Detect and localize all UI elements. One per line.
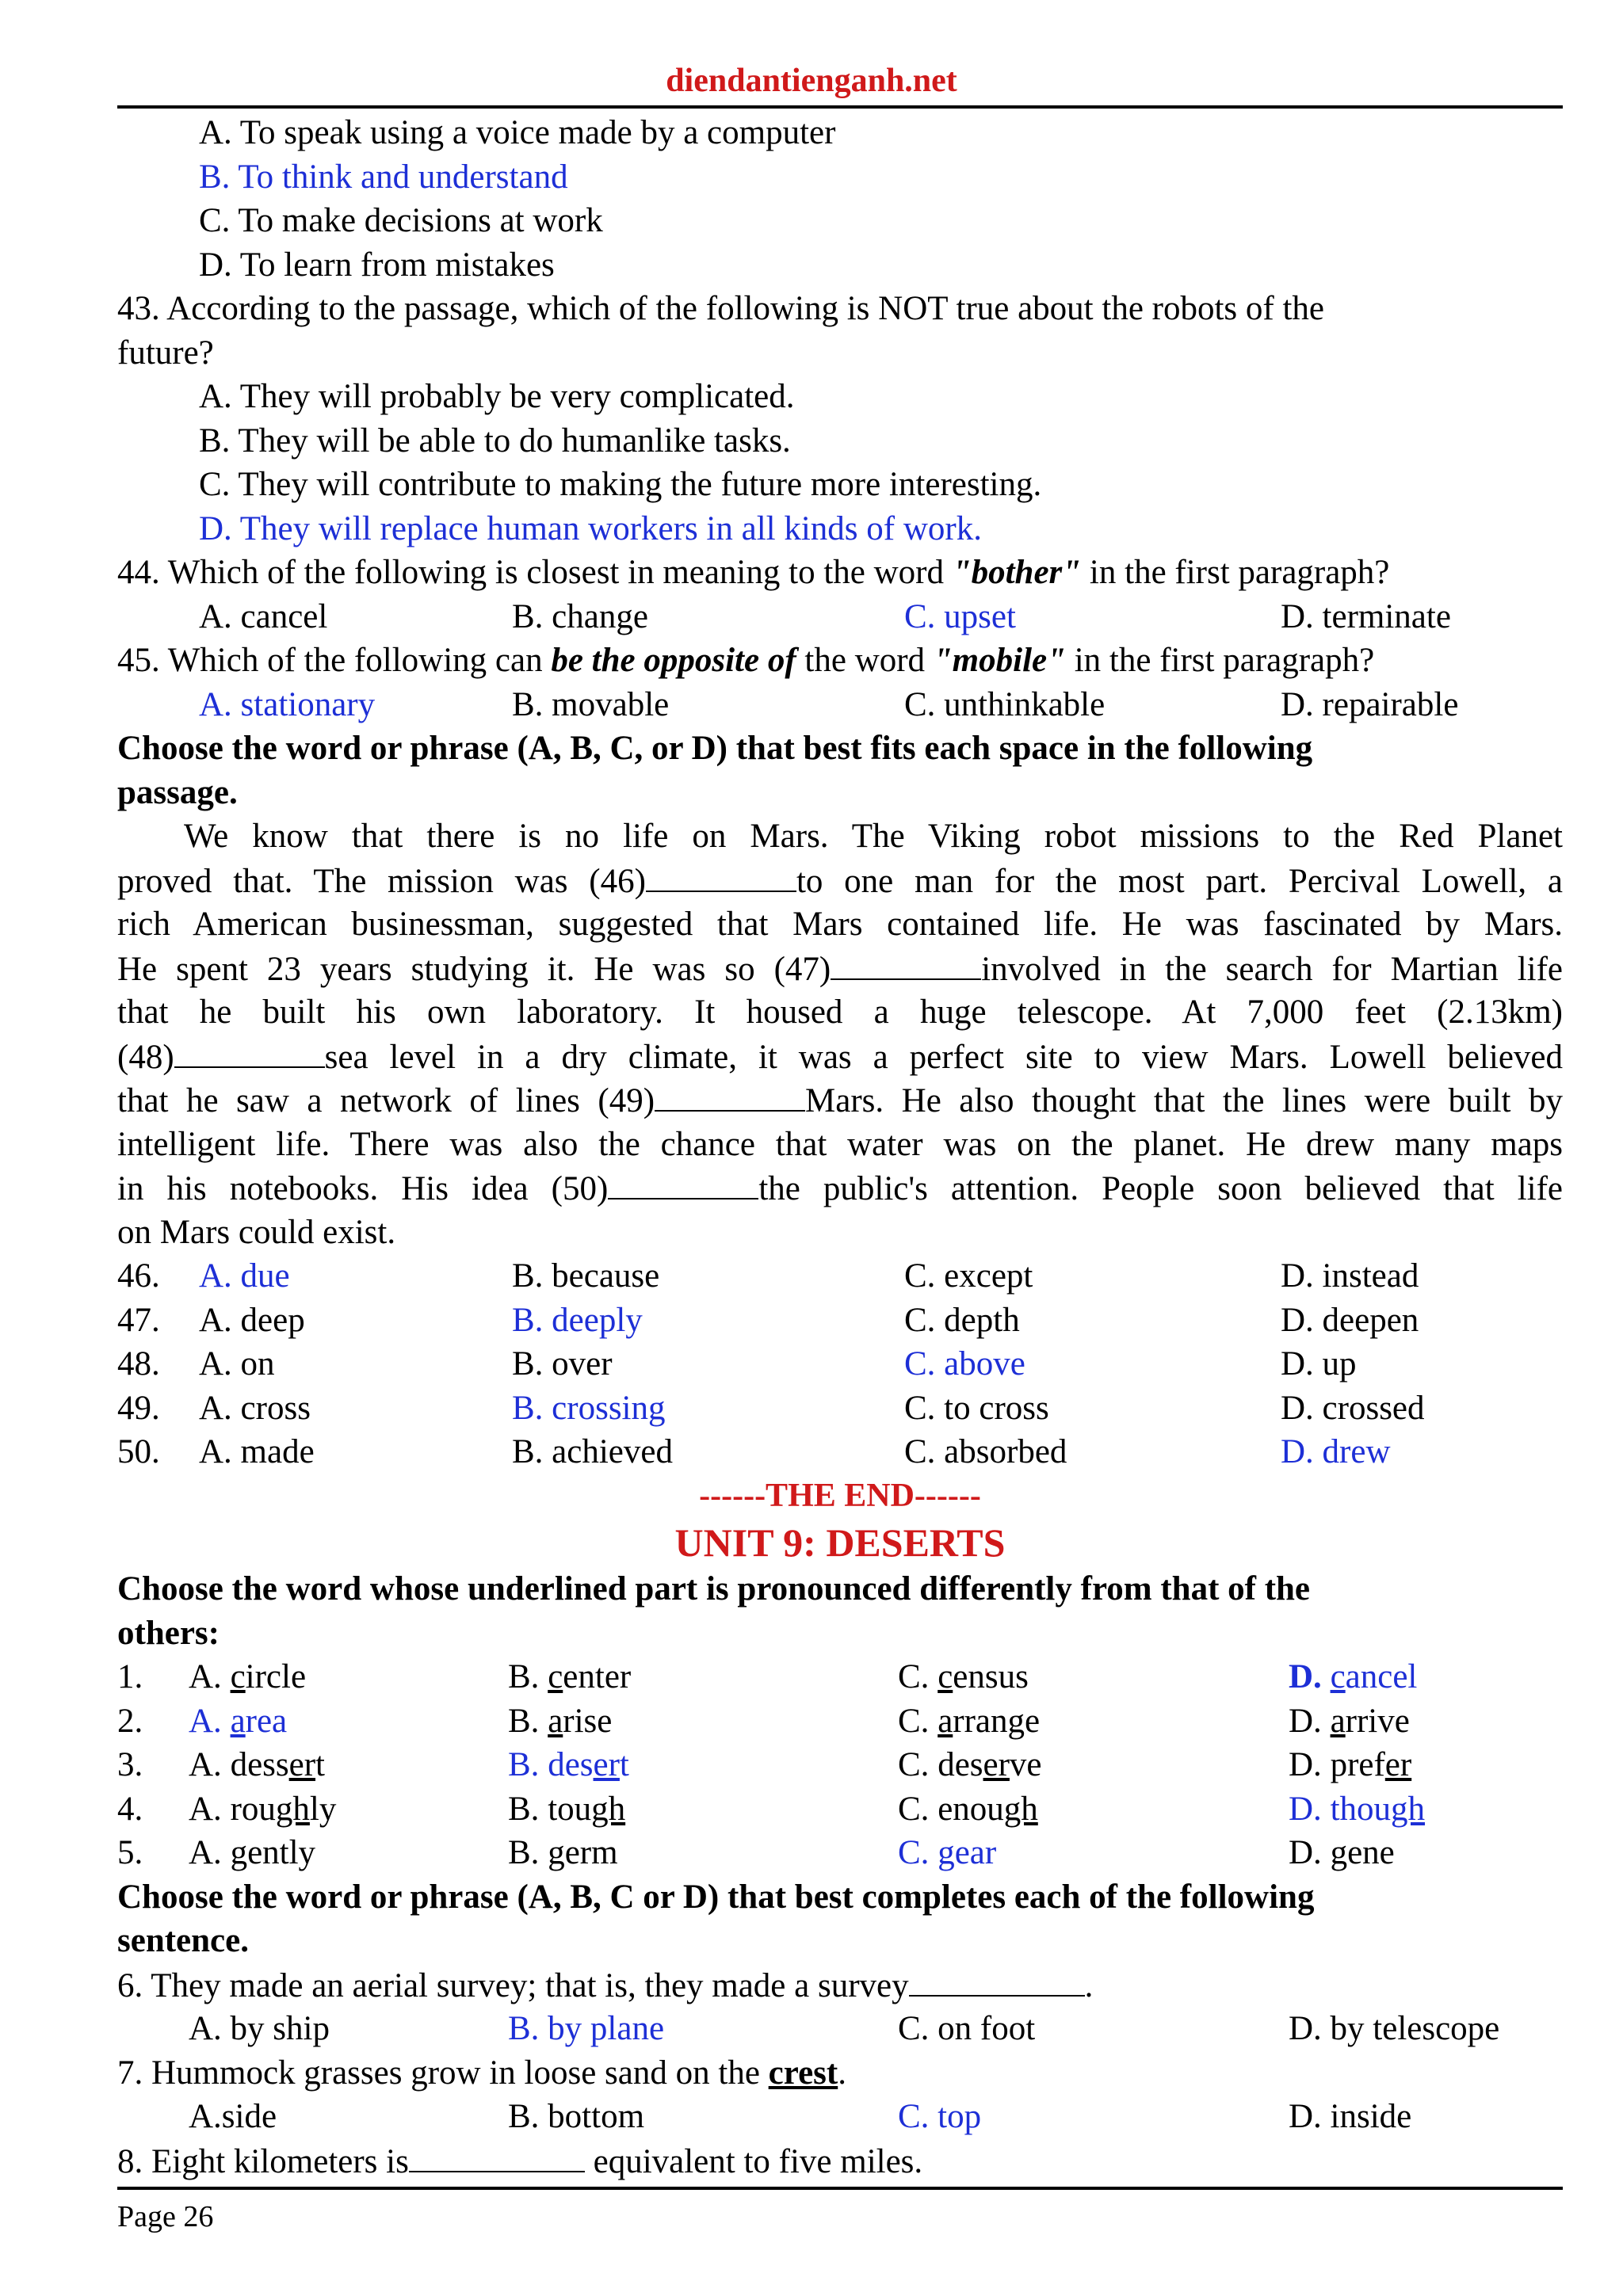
cloze-answer-row (117, 1342, 1563, 1386)
passage-text: sea level in a dry climate, it was a perfect site to view Mars. Lowell believed (324, 1038, 1563, 1076)
word-part: ensus (953, 1658, 1029, 1695)
q45-option-c: C. unthinkable (904, 685, 1106, 723)
option-b: B. deeply (512, 1301, 643, 1339)
word-part: rrange (953, 1702, 1041, 1740)
cloze-instruction-line2: passage. (117, 773, 238, 811)
underlined-part: er (593, 1746, 620, 1783)
passage-text: He spent 23 years studying it. He was so (47) (117, 950, 831, 988)
q8-text-end: equivalent to five miles. (584, 2142, 923, 2180)
word-part: rea (245, 1702, 288, 1740)
word-part: ircle (245, 1658, 307, 1695)
option-d (1289, 1699, 1410, 1744)
q6-option-a: A. by ship (189, 2010, 330, 2047)
site-header: diendantienganh.net (666, 63, 957, 99)
passage-text: proved that. The mission was (46) (117, 862, 646, 900)
q7-options (117, 2095, 1563, 2139)
option-b: B. over (512, 1345, 613, 1383)
underlined-part: er (983, 1746, 1010, 1783)
q7-option-a: A.side (189, 2098, 277, 2135)
option-label: B. (508, 1658, 548, 1695)
underlined-part: a (548, 1702, 563, 1740)
option-label: A. (189, 1834, 231, 1871)
q44-option-b: B. change (512, 597, 648, 635)
option-d: D. instead (1281, 1257, 1419, 1295)
underlined-part: c (1330, 1658, 1346, 1695)
blank-47 (831, 947, 981, 980)
word-part: tou (548, 1790, 592, 1828)
option-a (189, 1831, 315, 1875)
q43-option-c: C. They will contribute to making the future more interesting. (199, 466, 1042, 503)
q43-option-a: A. They will probably be very complicated. (199, 378, 795, 415)
option-label: C. (898, 1746, 938, 1783)
q8-text: 8. Eight kilometers is (117, 2142, 409, 2180)
option-label: B. (508, 1790, 548, 1828)
pronunciation-row (117, 1831, 1563, 1875)
question-number: 5. (117, 1834, 143, 1871)
q7-option-c: C. top (898, 2098, 982, 2135)
underlined-part: g (938, 1834, 955, 1871)
word-part: thou (1330, 1790, 1392, 1828)
option-label: B. (508, 1834, 548, 1871)
underlined-part: c (938, 1658, 953, 1695)
underlined-part: g (548, 1834, 565, 1871)
q43-option-b: B. They will be able to do humanlike tasks. (199, 421, 791, 460)
q42-option-b: B. To think and understand (199, 158, 568, 196)
q6-text: 6. They made an aerial survey; that is, they made a survey (117, 1966, 909, 2004)
q7-text-end: . (838, 2054, 846, 2092)
option-a: A. deep (199, 1301, 305, 1339)
the-end-marker: ------THE END------ (699, 1477, 981, 1514)
underlined-part: c (548, 1658, 563, 1695)
passage-line (117, 859, 1563, 903)
q45-text-end: in the first paragraph? (1065, 642, 1375, 679)
option-b (508, 1831, 618, 1875)
option-c (898, 1699, 1040, 1744)
q42-option-a: A. To speak using a voice made by a computer (199, 114, 836, 151)
underlined-part: c (230, 1658, 246, 1695)
option-d: D. drew (1281, 1433, 1391, 1470)
sent-instruction-line1: Choose the word or phrase (A, B, C or D) that best completes each of the following (117, 1878, 1315, 1916)
q45-text: 45. Which of the following can (117, 642, 552, 679)
word-part: ene (1347, 1834, 1395, 1871)
option-a (189, 1699, 287, 1744)
question-number: 50. (117, 1433, 160, 1470)
pron-instruction-line2: others: (117, 1614, 220, 1652)
passage-text: in his notebooks. His idea (50) (117, 1170, 609, 1207)
q7-option-d: D. inside (1289, 2098, 1412, 2135)
option-b: B. because (512, 1257, 660, 1295)
passage-line (117, 1035, 1563, 1079)
option-label: D. (1289, 1790, 1331, 1828)
q45-question (117, 639, 1563, 683)
passage-text: to one man for the most part. Percival Lowell, a (796, 862, 1563, 900)
q44-option-a: A. cancel (199, 597, 328, 635)
option-label: A. (189, 1746, 231, 1783)
page-content (117, 111, 1563, 2183)
question-number: 4. (117, 1790, 143, 1828)
option-label: C. (898, 1790, 938, 1828)
question-number: 3. (117, 1746, 143, 1783)
option-label: C. (898, 1834, 938, 1871)
underlined-part: a (1330, 1702, 1346, 1740)
blank-46 (646, 859, 796, 892)
underlined-part: g (230, 1834, 248, 1871)
passage-line: rich American businessman, suggested that Mars contained life. He was fascinated by Mars. (117, 906, 1563, 943)
option-c (898, 1743, 1042, 1787)
option-label: A. (189, 1790, 231, 1828)
question-number: 49. (117, 1389, 160, 1427)
option-label: D. (1289, 1746, 1331, 1783)
q6-options (117, 2007, 1563, 2051)
q45-option-d: D. repairable (1281, 685, 1459, 723)
q44-word: "bother" (952, 554, 1082, 591)
underlined-part: a (938, 1702, 953, 1740)
q44-option-d: D. terminate (1281, 597, 1451, 635)
option-a (189, 1743, 325, 1787)
option-d: D. up (1281, 1345, 1357, 1383)
underlined-part: gh (1391, 1790, 1426, 1828)
option-d (1289, 1655, 1417, 1699)
option-label: C. (898, 1702, 938, 1740)
word-part: erm (564, 1834, 618, 1871)
q6-option-c: C. on foot (898, 2010, 1036, 2047)
option-a: A. made (199, 1433, 315, 1470)
word-part: des (548, 1746, 594, 1783)
q42-option-d: D. To learn from mistakes (199, 246, 555, 284)
word-part: rise (563, 1702, 613, 1740)
q6-blank (909, 1963, 1085, 1997)
option-a (189, 1787, 336, 1832)
passage-line: that he built his own laboratory. It housed a huge telescope. At 7,000 feet (2.13km) (117, 994, 1563, 1031)
option-b: B. crossing (512, 1389, 666, 1427)
option-c: C. absorbed (904, 1433, 1067, 1470)
option-a (189, 1655, 306, 1699)
option-c: C. to cross (904, 1389, 1049, 1427)
word-part: enter (563, 1658, 632, 1695)
q45-option-b: B. movable (512, 685, 670, 723)
word-part: ancel (1345, 1658, 1418, 1695)
header-rule (117, 105, 1563, 109)
passage-line (117, 1078, 1563, 1123)
q7-option-b: B. bottom (508, 2098, 645, 2135)
option-a: A. cross (199, 1389, 311, 1427)
underlined-part: g (1330, 1834, 1348, 1871)
word-part: des (938, 1746, 983, 1783)
option-c (898, 1831, 996, 1875)
blank-48 (174, 1035, 325, 1068)
cloze-answer-row (117, 1254, 1563, 1299)
option-b (508, 1655, 631, 1699)
pronunciation-list (117, 1655, 1563, 1875)
underlined-part: gh (275, 1790, 310, 1828)
option-label: D. (1289, 1702, 1331, 1740)
option-d (1289, 1787, 1425, 1832)
q43-question-line1: 43. According to the passage, which of the following is NOT true about the robots of the (117, 290, 1325, 327)
word-part: ently (247, 1834, 316, 1871)
cloze-answer-list (117, 1254, 1563, 1474)
sent-instruction-line2: sentence. (117, 1922, 249, 1959)
option-c: C. above (904, 1345, 1025, 1383)
word-part: enou (938, 1790, 1004, 1828)
q6-option-d: D. by telescope (1289, 2010, 1500, 2047)
option-label: A. (189, 1658, 231, 1695)
q44-options (117, 595, 1563, 639)
cloze-instruction-line1: Choose the word or phrase (A, B, C, or D) that best fits each space in the following (117, 730, 1313, 767)
option-d: D. crossed (1281, 1389, 1425, 1427)
passage-line (117, 1166, 1563, 1211)
pronunciation-row (117, 1743, 1563, 1787)
option-d: D. deepen (1281, 1301, 1419, 1339)
q45-option-a: A. stationary (199, 685, 376, 723)
option-c: C. depth (904, 1301, 1020, 1339)
passage-line: We know that there is no life on Mars. The Viking robot missions to the Red Planet (184, 818, 1563, 855)
question-number: 46. (117, 1257, 160, 1295)
option-a: A. on (199, 1345, 275, 1383)
passage-line: on Mars could exist. (117, 1213, 396, 1251)
passage-text: that he saw a network of lines (49) (117, 1082, 655, 1119)
question-number: 2. (117, 1702, 143, 1740)
option-label: C. (898, 1658, 938, 1695)
option-c (898, 1655, 1029, 1699)
option-label: D. (1289, 1834, 1331, 1871)
word-part: ve (1009, 1746, 1042, 1783)
option-c: C. except (904, 1257, 1033, 1295)
pron-instruction-line1: Choose the word whose underlined part is pronounced differently from that of the (117, 1570, 1311, 1608)
word-part: ly (309, 1790, 337, 1828)
q45-options (117, 683, 1563, 727)
footer-rule (117, 2187, 1563, 2190)
q44-text: 44. Which of the following is closest in meaning to the word (117, 554, 953, 591)
word-part: rou (230, 1790, 276, 1828)
question-number: 48. (117, 1345, 160, 1383)
option-b (508, 1743, 629, 1787)
option-b (508, 1699, 612, 1744)
word-part: t (619, 1746, 629, 1783)
word-part: rrive (1345, 1702, 1410, 1740)
option-a: A. due (199, 1257, 290, 1295)
word-part: dess (230, 1746, 289, 1783)
passage-text: (48) (117, 1038, 174, 1076)
q6-option-b: B. by plane (508, 2010, 665, 2047)
underlined-part: er (288, 1746, 316, 1783)
q44-text-end: in the first paragraph? (1081, 554, 1390, 591)
option-d (1289, 1743, 1411, 1787)
option-d (1289, 1831, 1395, 1875)
option-label: A. (189, 1702, 231, 1740)
option-label: D. (1289, 1658, 1331, 1695)
underlined-part: gh (1003, 1790, 1038, 1828)
question-number: 1. (117, 1658, 143, 1695)
option-b: B. achieved (512, 1433, 673, 1470)
q7-word: crest (768, 2054, 838, 2092)
unit-title: UNIT 9: DESERTS (674, 1520, 1006, 1565)
cloze-answer-row (117, 1299, 1563, 1343)
cloze-answer-row (117, 1386, 1563, 1431)
q45-text-mid: the word (796, 642, 934, 679)
passage-text: Mars. He also thought that the lines were built by (805, 1082, 1563, 1119)
word-part: pref (1330, 1746, 1385, 1783)
passage-text: involved in the search for Martian life (981, 950, 1563, 988)
q43-option-d: D. They will replace human workers in all kinds of work. (199, 509, 982, 547)
passage-line (117, 947, 1563, 991)
passage-text: the public's attention. People soon believed that life (758, 1170, 1563, 1207)
q8-question (117, 2139, 1563, 2183)
option-label: B. (508, 1746, 548, 1783)
pronunciation-row (117, 1655, 1563, 1699)
underlined-part: er (1384, 1746, 1412, 1783)
underlined-part: gh (591, 1790, 626, 1828)
pronunciation-row (117, 1787, 1563, 1832)
q44-option-c: C. upset (904, 597, 1016, 635)
q43-question-line2: future? (117, 334, 214, 372)
q7-text: 7. Hummock grasses grow in loose sand on the (117, 2054, 769, 2092)
word-part: t (315, 1746, 325, 1783)
passage-line: intelligent life. There was also the chance that water was on the planet. He drew many maps (117, 1125, 1563, 1163)
option-label: B. (508, 1702, 548, 1740)
underlined-part: a (230, 1702, 246, 1740)
blank-49 (655, 1078, 805, 1112)
page-number: Page 26 (117, 2200, 214, 2233)
cloze-answer-row (117, 1430, 1563, 1474)
q8-blank (409, 2139, 585, 2172)
q6-text-end: . (1084, 1966, 1094, 2004)
option-c (898, 1787, 1038, 1832)
q45-emphasis: be the opposite of (551, 642, 796, 679)
option-b (508, 1787, 625, 1832)
q42-option-c: C. To make decisions at work (199, 202, 603, 239)
q6-question (117, 1963, 1563, 2008)
q7-question (117, 2051, 1563, 2096)
word-part: ear (954, 1834, 997, 1871)
pronunciation-row (117, 1699, 1563, 1744)
blank-50 (608, 1166, 758, 1199)
q45-word: "mobile" (933, 642, 1066, 679)
q44-question (117, 551, 1563, 595)
question-number: 47. (117, 1301, 160, 1339)
